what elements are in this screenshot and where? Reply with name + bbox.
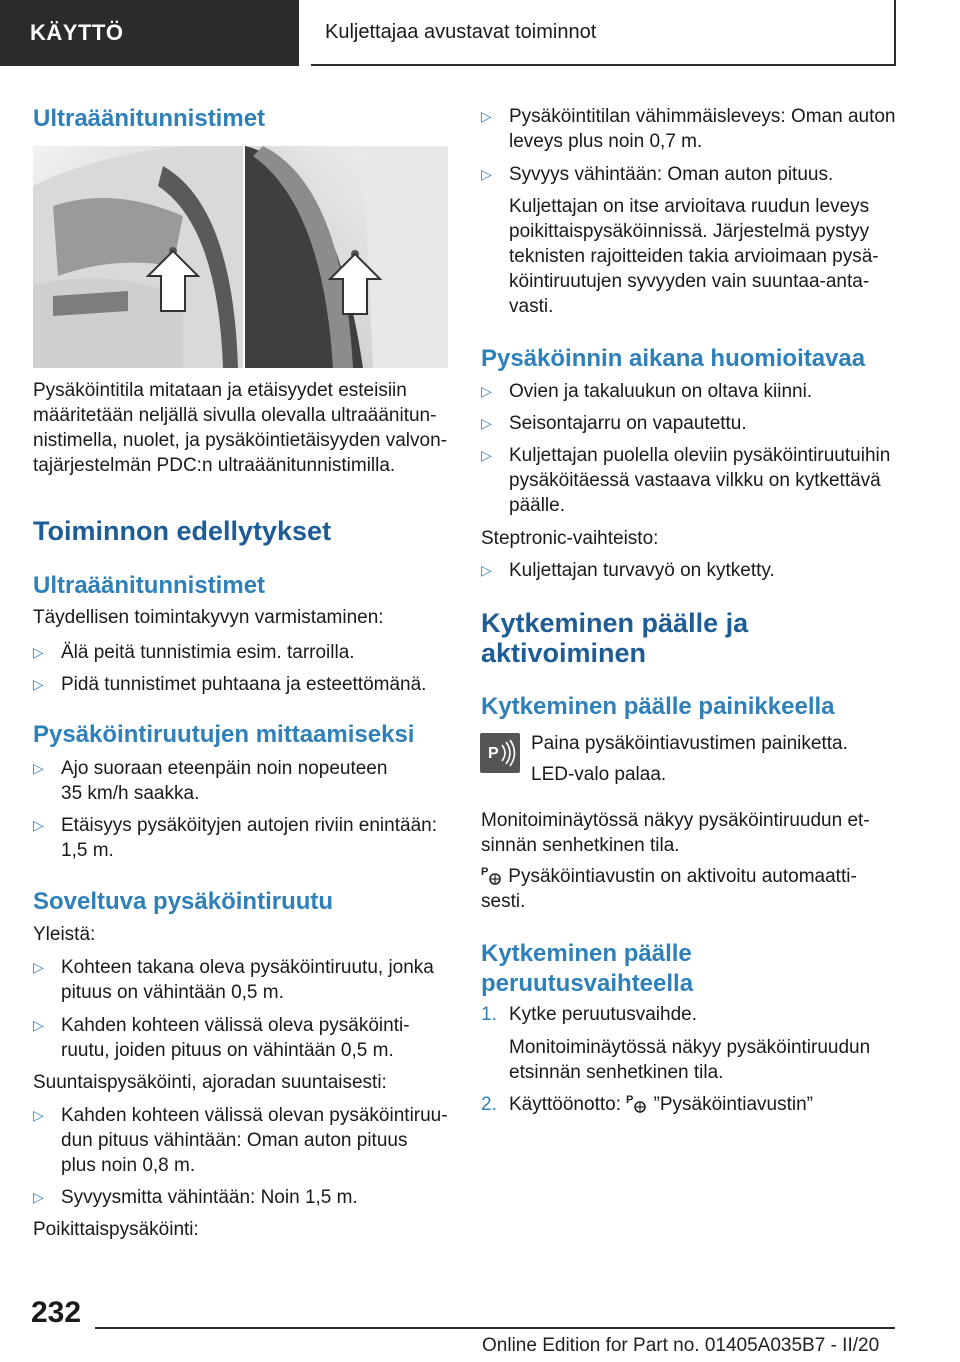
list-item: ▷ Älä peitä tunnistimia esim. tarroilla. [33,642,355,663]
heading-conditions: Toiminnon edellytykset [33,516,332,546]
triangle-right-icon: ▷ [33,644,44,660]
heading-ultrasonic-sensors-2: Ultraäänitunnistimet [33,572,266,599]
paragraph-active-2: sesti. [481,891,526,912]
parking-assist-icon [626,1092,648,1114]
triangle-right-icon: ▷ [481,447,492,463]
caption-line-3: nistimella, nuolet, ja pysäköintietäisyyden valvon- [33,430,447,451]
list-item: ▷ Etäisyys pysäköityjen autojen riviin enintään: 1,5 m. [33,815,437,861]
list-item: ▷ Kohteen takana oleva pysäköintiruutu, jonka pituus on vähintään 0,5 m. [33,957,434,1003]
heading-during-parking: Pysäköinnin aikana huomioitavaa [481,345,866,372]
svg-text:P: P [488,745,499,762]
triangle-right-icon: ▷ [33,676,44,692]
paragraph-active-1: P Pysäköintiavustin on aktivoitu automaatti- [481,866,857,887]
triangle-right-icon: ▷ [33,817,44,833]
triangle-right-icon: ▷ [481,166,492,182]
triangle-right-icon: ▷ [33,959,44,975]
driver-note: Kuljettajan on itse arvioitava ruudun leveys poikittaispysäköinnissä. Järjestelmä pystyy teknisten rajoitteiden takia arvioimaan pysä- köintiruutujen syvyyden vain suuntaa-anta- vasti. [509,196,879,317]
parking-assist-icon [481,864,503,886]
list-item: ▷ Pysäköintitilan vähimmäisleveys: Oman auton leveys plus noin 0,7 m. [481,106,896,152]
footer-divider [95,1327,895,1329]
triangle-right-icon: ▷ [33,760,44,776]
list-item: ▷ Kahden kohteen välissä olevan pysäköintiruu- dun pituus vähintään: Oman auton pituus plus noin 0,8 m. [33,1105,448,1176]
paragraph-monitor-1: Monitoiminäytössä näkyy pysäköintiruudun et- [481,810,870,831]
paragraph-perpendicular: Poikittaispysäköinti: [33,1219,199,1240]
svg-text:P: P [626,1094,634,1106]
triangle-right-icon: ▷ [33,1189,44,1205]
paragraph-general: Yleistä: [33,924,96,945]
paragraph-led: LED-valo palaa. [531,764,667,785]
page-number: 232 [31,1296,82,1329]
section-tab [0,0,299,66]
triangle-right-icon: ▷ [481,415,492,431]
chapter-title: Kuljettajaa avustavat toiminnot [325,20,597,43]
numbered-item-detail: Monitoiminäytössä näkyy pysäköintiruudun etsinnän senhetkinen tila. [509,1037,871,1083]
caption-line-2: määritetään neljällä sivulla olevalla ultraäänitun- [33,405,437,426]
list-item: ▷ Kuljettajan turvavyö on kytketty. [481,560,775,581]
heading-suitable-space: Soveltuva pysäköintiruutu [33,888,334,915]
triangle-right-icon: ▷ [481,108,492,124]
caption-line-1: Pysäköintitila mitataan ja etäisyydet esteisiin [33,380,407,401]
numbered-item: 2. Käyttöönotto: P ”Pysäköintiavustin” [481,1094,813,1115]
paragraph-monitor-2: sinnän senhetkinen tila. [481,835,680,856]
edition-text: Online Edition for Part no. 01405A035B7 - II/20 [482,1335,880,1356]
paragraph-ensure: Täydellisen toimintakyvyn varmistaminen: [33,607,384,628]
triangle-right-icon: ▷ [481,383,492,399]
paragraph-steptronic: Steptronic-vaihteisto: [481,528,659,549]
numbered-item: 1. Kytke peruutusvaihde. [481,1004,698,1025]
svg-text:P: P [481,866,489,878]
paragraph-press: Paina pysäköintiavustimen painiketta. [531,733,848,754]
list-item: ▷ Syvyysmitta vähintään: Noin 1,5 m. [33,1187,358,1208]
triangle-right-icon: ▷ [481,562,492,578]
list-item: ▷ Kuljettajan puolella oleviin pysäköintiruutuihin pysäköitäessä vastaava vilkku on kytkettävä päälle. [481,445,891,516]
chapter-tab [311,0,896,66]
parking-assist-icon [480,733,520,773]
heading-switch-on: Kytkeminen päälle ja aktivoiminen [481,608,749,668]
triangle-right-icon: ▷ [33,1107,44,1123]
list-item: ▷ Seisontajarru on vapautettu. [481,413,747,434]
list-item: ▷ Syvyys vähintään: Oman auton pituus. [481,164,834,185]
heading-reverse: Kytkeminen päälle peruutusvaihteella [481,940,694,997]
car-sensors-image [33,146,448,368]
caption-line-4: tajärjestelmän PDC:n ultraäänitunnistimilla. [33,455,396,476]
heading-ultrasonic-sensors: Ultraäänitunnistimet [33,105,266,132]
list-item: ▷ Pidä tunnistimet puhtaana ja esteettömänä. [33,674,427,695]
paragraph-parallel: Suuntaispysäköinti, ajoradan suuntaisesti: [33,1072,387,1093]
list-item: ▷ Ovien ja takaluukun on oltava kiinni. [481,381,813,402]
heading-measuring: Pysäköintiruutujen mittaamiseksi [33,721,415,748]
parking-button-icon [480,733,520,773]
list-item: ▷ Ajo suoraan eteenpäin noin nopeuteen 35 km/h saakka. [33,758,388,804]
heading-button: Kytkeminen päälle painikkeella [481,693,835,720]
list-item: ▷ Kahden kohteen välissä oleva pysäköinti- ruutu, joiden pituus on vähintään 0,5 m. [33,1015,410,1061]
sensor-illustration [33,146,448,368]
section-title: KÄYTTÖ [30,20,124,45]
triangle-right-icon: ▷ [33,1017,44,1033]
